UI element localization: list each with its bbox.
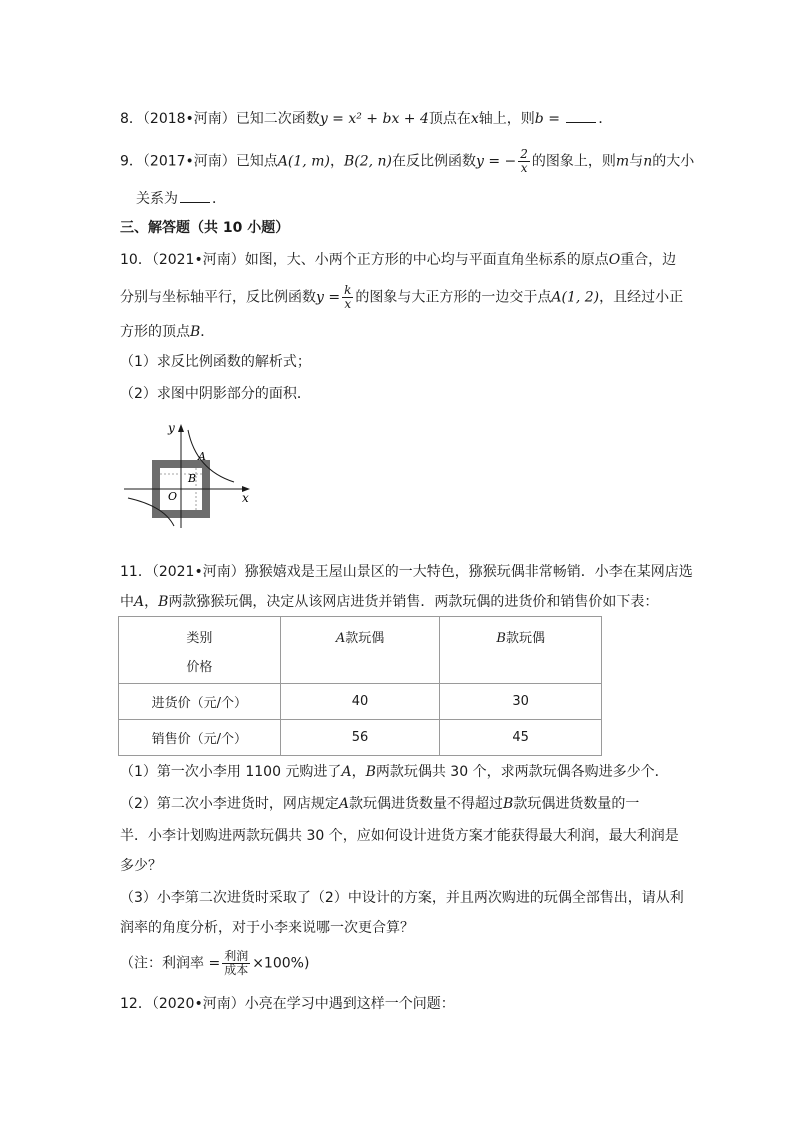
q8-source: （2018•河南） xyxy=(142,111,236,127)
y-axis-arrow xyxy=(178,424,184,432)
q11-note-end: ×100%) xyxy=(252,955,310,972)
q8-number: 8． xyxy=(120,111,143,127)
q11-sub3-line-2: 润率的角度分析，对于小李来说哪一次更合算？ xyxy=(120,920,414,936)
label-o: O xyxy=(168,490,178,503)
q8-line xyxy=(120,108,612,129)
q9-text-2: 在反比例函数 xyxy=(391,153,476,170)
q10-sub1: （1）求反比例函数的解析式； xyxy=(120,354,311,370)
cell-b: 30 xyxy=(440,684,602,720)
table-header-row xyxy=(119,617,602,684)
col-header-a xyxy=(280,617,440,684)
label-a: A xyxy=(198,450,206,463)
q10-line-1 xyxy=(120,250,676,270)
q11-sub2-text-3: 款玩偶进货数量的一 xyxy=(513,796,640,812)
corner-top: 类别 xyxy=(186,631,213,646)
q10-text-3: 分别与坐标轴平行，反比例函数 xyxy=(120,289,316,306)
q11-note xyxy=(120,950,309,977)
q9-n: n xyxy=(643,153,653,170)
q11-sub1-text-3: 两款玩偶共 30 个，求两款玩偶各购进多少个． xyxy=(375,764,669,780)
q8-text-3: 轴上，则 xyxy=(478,111,535,127)
q11-sub1-text-2: ， xyxy=(351,764,366,780)
q10-text-6: 方形的顶点 xyxy=(120,324,190,340)
q10-point-a: A(1, 2) xyxy=(551,289,600,306)
col-header-a-text xyxy=(281,627,440,646)
q9-formula-lhs: y = − xyxy=(475,153,517,170)
q9-number: 9． xyxy=(120,153,143,170)
q8-answer-blank[interactable] xyxy=(566,108,596,123)
q11-sub1 xyxy=(120,762,669,782)
q10-y-eq: y = xyxy=(316,289,341,306)
q11-line-1: 11．（2021•河南）猕猴嬉戏是王屋山景区的一大特色，猕猴玩偶非常畅销．小李在某网店选 xyxy=(120,564,693,580)
q10-frac-num: k xyxy=(344,283,352,297)
q11-sub2-line-3: 多少？ xyxy=(120,858,162,874)
q9-comma: ， xyxy=(329,153,344,170)
q8-equals: = xyxy=(543,111,565,127)
q11-sub2-a: A xyxy=(338,796,350,812)
q10-line-3 xyxy=(120,322,214,342)
q11-sub1-b: B xyxy=(365,764,376,780)
row-label: 进货价（元/个） xyxy=(119,684,281,720)
q12-line-1: 12．（2020•河南）小亮在学习中遇到这样一个问题： xyxy=(120,996,455,1012)
q10-text-5: ，且经过小正 xyxy=(599,289,684,306)
section-heading: 三、解答题（共 10 小题） xyxy=(120,220,290,236)
cell-a: 40 xyxy=(280,684,440,720)
table-row xyxy=(119,684,602,720)
q8-formula: y = x² + bx + 4 xyxy=(319,111,429,127)
q10-figure xyxy=(118,418,258,532)
q10-origin: O xyxy=(608,252,621,268)
note-frac-num: 利润 xyxy=(224,949,249,963)
q11-sub1-a: A xyxy=(341,764,352,780)
table-corner-cell xyxy=(119,617,281,684)
q11-sub3-line-1: （3）小李第二次进货时采取了（2）中设计的方案，并且两次购进的玩偶全部售出，请从利 xyxy=(120,890,684,906)
q9-line-1 xyxy=(120,148,694,175)
q11-sub2-b: B xyxy=(503,796,514,812)
q9-point-a: A(1, m) xyxy=(277,153,330,170)
q11-text-2: ， xyxy=(144,594,159,610)
q10-sub2: （2）求图中阴影部分的面积． xyxy=(120,386,311,402)
q10-text-7: ． xyxy=(200,324,215,340)
q9-text-3: 的图象上，则 xyxy=(531,153,616,170)
table-row xyxy=(119,720,602,756)
q11-sub2-line-2: 半．小李计划购进两款玩偶共 30 个，应如何设计进货方案才能获得最大利润，最大利润是 xyxy=(120,828,679,844)
label-y: y xyxy=(168,421,175,435)
col-a-var: A xyxy=(335,631,346,646)
corner-bottom: 价格 xyxy=(186,660,213,675)
q9-point-b: B(2, n) xyxy=(343,153,392,170)
q9-end: ． xyxy=(212,191,226,207)
col-a-label: 款玩偶 xyxy=(345,631,385,646)
col-header-b-text xyxy=(440,627,601,646)
q8-text-2: 顶点在 xyxy=(428,111,471,127)
q10-line-2 xyxy=(120,284,683,311)
q9-text: 已知点 xyxy=(235,153,278,170)
q9-line-2 xyxy=(136,188,226,209)
q10-text-1: 10．（2021•河南）如图，大、小两个正方形的中心均与平面直角坐标系的原点 xyxy=(120,252,609,268)
price-table xyxy=(118,616,602,756)
q11-note-fraction xyxy=(222,950,250,977)
q10-frac-den: x xyxy=(344,297,352,311)
col-b-var: B xyxy=(496,631,506,646)
q9-fraction xyxy=(518,148,530,175)
q8-text: 已知二次函数 xyxy=(235,111,320,127)
note-frac-den: 成本 xyxy=(224,963,249,977)
q9-text-4: 的大小 xyxy=(652,153,695,170)
q9-source: （2017•河南） xyxy=(142,153,236,170)
q10-fraction xyxy=(342,284,353,311)
q8-b-var: b xyxy=(534,111,544,127)
q11-note-text: （注：利润率 = xyxy=(120,955,221,972)
q11-sub2-text-2: 款玩偶进货数量不得超过 xyxy=(349,796,504,812)
q10-vertex-b: B xyxy=(190,324,201,340)
row-label: 销售价（元/个） xyxy=(119,720,281,756)
col-header-b xyxy=(440,617,602,684)
q11-a: A xyxy=(134,594,145,610)
label-b: B xyxy=(188,472,197,485)
q11-text-1: 中 xyxy=(120,594,134,610)
q8-end: ． xyxy=(598,111,613,127)
q11-b: B xyxy=(158,594,169,610)
q11-sub1-text-1: （1）第一次小李用 1100 元购进了 xyxy=(120,764,342,780)
q9-with: 与 xyxy=(629,153,644,170)
q9-frac-den: x xyxy=(520,161,528,175)
q10-text-4: 的图象与大正方形的一边交于点 xyxy=(355,289,552,306)
cell-a: 56 xyxy=(280,720,440,756)
q9-m: m xyxy=(615,153,630,170)
q10-text-2: 重合，边 xyxy=(620,252,677,268)
q11-text-3: 两款猕猴玩偶，决定从该网店进货并销售．两款玩偶的进货价和销售价如下表： xyxy=(168,594,659,610)
q9-frac-num: 2 xyxy=(520,147,528,161)
q11-sub2-line-1 xyxy=(120,794,639,814)
label-x: x xyxy=(242,491,249,505)
q9-answer-blank[interactable] xyxy=(180,188,210,203)
coordinate-figure xyxy=(118,418,258,528)
col-b-label: 款玩偶 xyxy=(505,631,545,646)
cell-b: 45 xyxy=(440,720,602,756)
q11-sub2-text-1: （2）第二次小李进货时，网店规定 xyxy=(120,796,339,812)
q9-text-5: 关系为 xyxy=(136,191,178,207)
q11-line-2 xyxy=(120,592,658,612)
q8-x-var: x xyxy=(470,111,479,127)
